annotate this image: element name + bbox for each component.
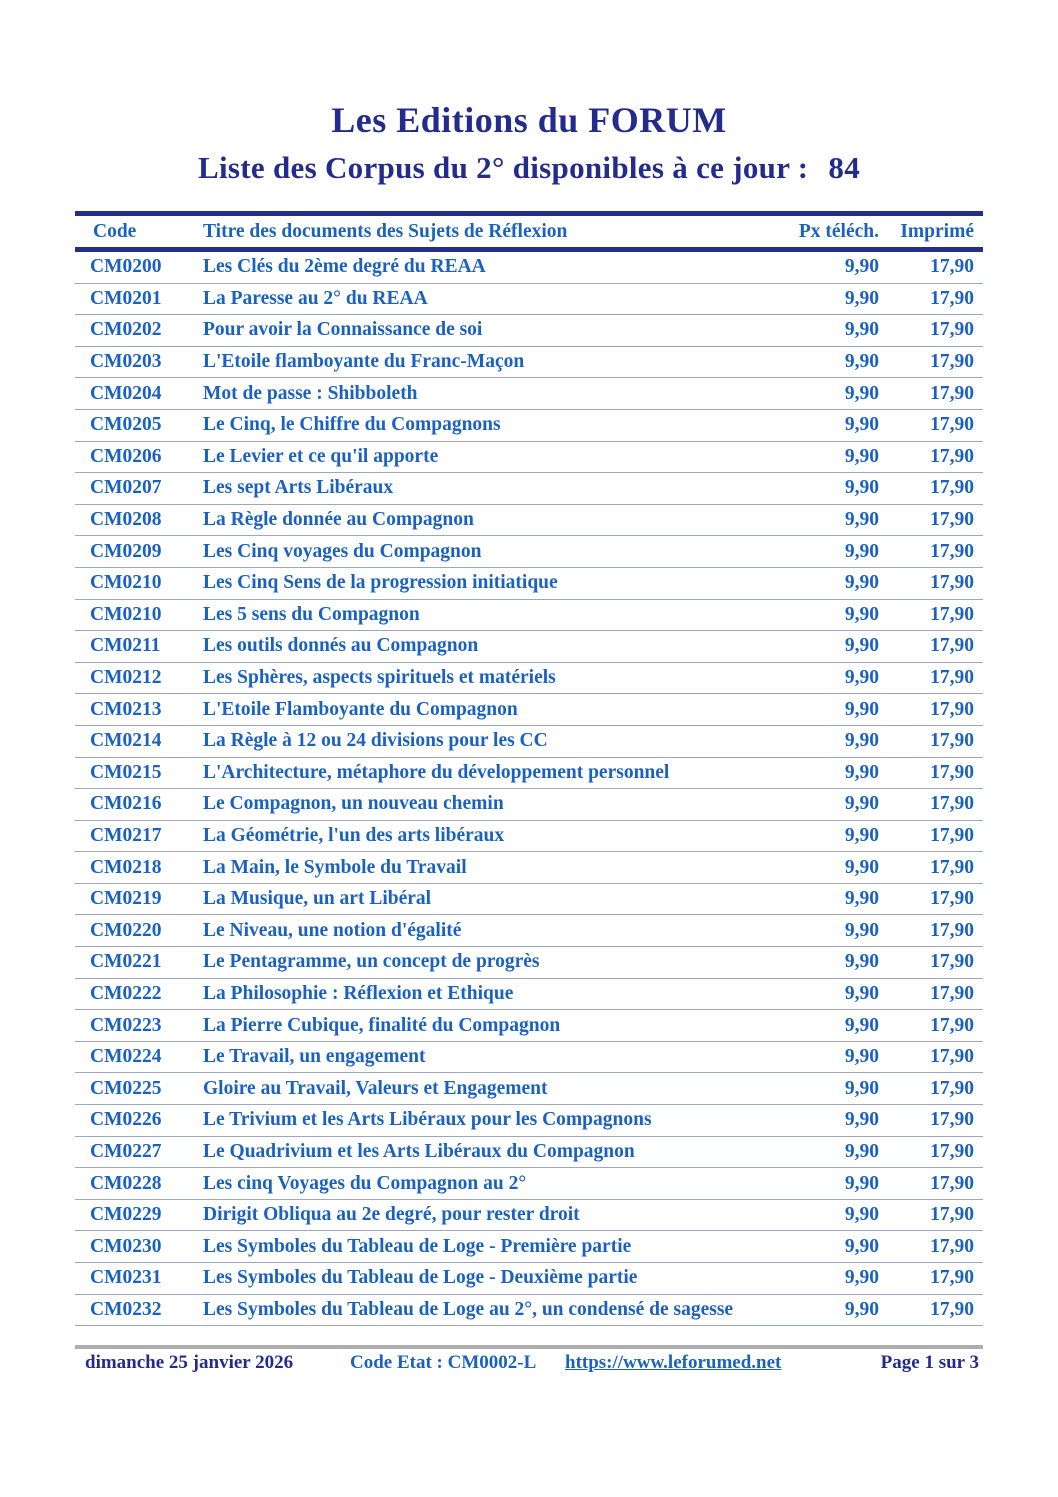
row-code: CM0216 xyxy=(90,793,162,815)
row-title: La Main, le Symbole du Travail xyxy=(203,856,467,878)
row-price-print: 17,90 xyxy=(930,761,974,783)
row-code: CM0210 xyxy=(90,603,162,625)
row-code: CM0218 xyxy=(90,856,162,878)
row-price-print: 17,90 xyxy=(930,919,974,941)
row-title: Pour avoir la Connaissance de soi xyxy=(203,319,483,341)
row-title: L'Architecture, métaphore du développement personnel xyxy=(203,761,670,783)
row-code: CM0205 xyxy=(90,414,162,436)
row-title: L'Etoile flamboyante du Franc-Maçon xyxy=(203,351,525,373)
table-row xyxy=(75,726,983,758)
row-code: CM0230 xyxy=(90,1235,162,1257)
row-price-download: 9,90 xyxy=(844,951,879,973)
row-code: CM0208 xyxy=(90,509,162,531)
row-title: Les sept Arts Libéraux xyxy=(203,477,394,499)
row-price-print: 17,90 xyxy=(930,1235,974,1257)
row-price-download: 9,90 xyxy=(844,635,879,657)
footer-date: dimanche 25 janvier 2026 xyxy=(85,1352,294,1373)
row-price-download: 9,90 xyxy=(844,698,879,720)
row-title: Gloire au Travail, Valeurs et Engagement xyxy=(203,1077,548,1099)
row-title: Le Trivium et les Arts Libéraux pour les Compagnons xyxy=(203,1109,652,1131)
row-price-print: 17,90 xyxy=(930,698,974,720)
table-row xyxy=(75,600,983,632)
table-header-row xyxy=(75,211,983,252)
table-row xyxy=(75,852,983,884)
row-title: Les outils donnés au Compagnon xyxy=(203,635,479,657)
table-row xyxy=(75,536,983,568)
footer-website-link[interactable]: https://www.leforumed.net xyxy=(565,1352,782,1373)
row-title: Les Cinq Sens de la progression initiatique xyxy=(203,572,558,594)
row-title: Les Symboles du Tableau de Loge - Deuxième partie xyxy=(203,1267,638,1289)
row-code: CM0206 xyxy=(90,445,162,467)
row-price-download: 9,90 xyxy=(844,382,879,404)
table-row xyxy=(75,505,983,537)
row-price-download: 9,90 xyxy=(844,509,879,531)
row-title: Le Niveau, une notion d'égalité xyxy=(203,919,462,941)
row-price-download: 9,90 xyxy=(844,730,879,752)
row-code: CM0215 xyxy=(90,761,162,783)
row-title: La Paresse au 2° du REAA xyxy=(203,287,428,309)
row-price-print: 17,90 xyxy=(930,824,974,846)
row-price-print: 17,90 xyxy=(930,1046,974,1068)
row-code: CM0204 xyxy=(90,382,162,404)
document-subtitle-text: Liste des Corpus du 2° disponibles à ce jour : xyxy=(197,150,809,185)
table-row xyxy=(75,568,983,600)
row-price-download: 9,90 xyxy=(844,414,879,436)
row-title: Le Quadrivium et les Arts Libéraux du Compagnon xyxy=(203,1140,635,1162)
row-title: Les Cinq voyages du Compagnon xyxy=(203,540,482,562)
row-price-download: 9,90 xyxy=(844,572,879,594)
table-row xyxy=(75,378,983,410)
row-code: CM0220 xyxy=(90,919,162,941)
row-code: CM0232 xyxy=(90,1298,162,1320)
row-price-download: 9,90 xyxy=(844,319,879,341)
row-price-print: 17,90 xyxy=(930,319,974,341)
row-price-print: 17,90 xyxy=(930,477,974,499)
table-row xyxy=(75,1231,983,1263)
row-price-download: 9,90 xyxy=(844,1204,879,1226)
row-price-print: 17,90 xyxy=(930,287,974,309)
row-price-print: 17,90 xyxy=(930,635,974,657)
row-price-download: 9,90 xyxy=(844,667,879,689)
row-code: CM0222 xyxy=(90,982,162,1004)
row-code: CM0210 xyxy=(90,572,162,594)
table-row xyxy=(75,1200,983,1232)
row-price-download: 9,90 xyxy=(844,287,879,309)
row-code: CM0213 xyxy=(90,698,162,720)
table-row xyxy=(75,1263,983,1295)
row-title: Mot de passe : Shibboleth xyxy=(203,382,418,404)
row-price-download: 9,90 xyxy=(844,256,879,278)
row-price-print: 17,90 xyxy=(930,951,974,973)
document-count: 84 xyxy=(828,150,861,185)
footer-divider xyxy=(75,1345,983,1349)
row-price-download: 9,90 xyxy=(844,1172,879,1194)
row-price-download: 9,90 xyxy=(844,888,879,910)
document-title: Les Editions du FORUM xyxy=(331,100,727,140)
row-title: Les 5 sens du Compagnon xyxy=(203,603,420,625)
row-code: CM0211 xyxy=(90,635,161,657)
row-code: CM0200 xyxy=(90,256,162,278)
row-price-print: 17,90 xyxy=(930,1140,974,1162)
row-title: Le Travail, un engagement xyxy=(203,1046,426,1068)
row-code: CM0221 xyxy=(90,951,162,973)
row-price-download: 9,90 xyxy=(844,1077,879,1099)
row-price-download: 9,90 xyxy=(844,351,879,373)
table-body xyxy=(75,252,983,1326)
row-price-print: 17,90 xyxy=(930,1014,974,1036)
document-subtitle xyxy=(0,150,1058,186)
table-row xyxy=(75,789,983,821)
row-price-download: 9,90 xyxy=(844,1298,879,1320)
row-price-print: 17,90 xyxy=(930,256,974,278)
row-price-print: 17,90 xyxy=(930,793,974,815)
row-price-download: 9,90 xyxy=(844,856,879,878)
row-price-print: 17,90 xyxy=(930,382,974,404)
row-code: CM0223 xyxy=(90,1014,162,1036)
row-price-print: 17,90 xyxy=(930,1172,974,1194)
row-code: CM0209 xyxy=(90,540,162,562)
row-title: La Règle donnée au Compagnon xyxy=(203,509,474,531)
row-title: La Philosophie : Réflexion et Ethique xyxy=(203,982,514,1004)
table-row xyxy=(75,1042,983,1074)
row-code: CM0214 xyxy=(90,730,162,752)
page-footer xyxy=(0,1352,1058,1382)
row-title: Le Pentagramme, un concept de progrès xyxy=(203,951,540,973)
row-price-download: 9,90 xyxy=(844,793,879,815)
row-price-download: 9,90 xyxy=(844,1014,879,1036)
row-price-print: 17,90 xyxy=(930,1109,974,1131)
column-header-code: Code xyxy=(93,220,137,242)
table-row xyxy=(75,1168,983,1200)
column-header-price-download: Px téléch. xyxy=(798,220,879,242)
row-code: CM0201 xyxy=(90,287,162,309)
row-code: CM0202 xyxy=(90,319,162,341)
table-row xyxy=(75,821,983,853)
row-price-print: 17,90 xyxy=(930,1267,974,1289)
row-price-print: 17,90 xyxy=(930,1204,974,1226)
row-price-print: 17,90 xyxy=(930,730,974,752)
table-row xyxy=(75,663,983,695)
row-price-download: 9,90 xyxy=(844,761,879,783)
footer-code-etat: Code Etat : CM0002-L xyxy=(350,1352,537,1373)
row-price-download: 9,90 xyxy=(844,982,879,1004)
row-title: La Musique, un art Libéral xyxy=(203,888,432,910)
row-price-print: 17,90 xyxy=(930,572,974,594)
row-price-print: 17,90 xyxy=(930,982,974,1004)
row-code: CM0203 xyxy=(90,351,162,373)
table-row xyxy=(75,1137,983,1169)
row-code: CM0207 xyxy=(90,477,162,499)
row-price-download: 9,90 xyxy=(844,1235,879,1257)
row-title: Les Symboles du Tableau de Loge - Première partie xyxy=(203,1235,632,1257)
row-price-download: 9,90 xyxy=(844,1046,879,1068)
table-row xyxy=(75,947,983,979)
row-code: CM0227 xyxy=(90,1140,162,1162)
row-title: Les Clés du 2ème degré du REAA xyxy=(203,256,486,278)
table-row xyxy=(75,1010,983,1042)
table-row xyxy=(75,410,983,442)
row-price-download: 9,90 xyxy=(844,445,879,467)
column-header-title: Titre des documents des Sujets de Réflexion xyxy=(203,220,568,242)
table-row xyxy=(75,915,983,947)
row-title: Le Compagnon, un nouveau chemin xyxy=(203,793,504,815)
row-price-download: 9,90 xyxy=(844,540,879,562)
row-price-print: 17,90 xyxy=(930,1298,974,1320)
row-price-download: 9,90 xyxy=(844,824,879,846)
table-row xyxy=(75,1295,983,1327)
row-price-download: 9,90 xyxy=(844,603,879,625)
row-price-download: 9,90 xyxy=(844,1267,879,1289)
row-code: CM0212 xyxy=(90,667,162,689)
table-row xyxy=(75,473,983,505)
table-row xyxy=(75,694,983,726)
table-row xyxy=(75,631,983,663)
corpus-table xyxy=(75,211,983,1326)
row-price-print: 17,90 xyxy=(930,540,974,562)
table-row xyxy=(75,315,983,347)
row-title: La Géométrie, l'un des arts libéraux xyxy=(203,824,505,846)
row-title: L'Etoile Flamboyante du Compagnon xyxy=(203,698,518,720)
row-title: Les cinq Voyages du Compagnon au 2° xyxy=(203,1172,527,1194)
row-title: Dirigit Obliqua au 2e degré, pour rester droit xyxy=(203,1204,580,1226)
row-code: CM0226 xyxy=(90,1109,162,1131)
row-title: La Pierre Cubique, finalité du Compagnon xyxy=(203,1014,561,1036)
table-row xyxy=(75,758,983,790)
column-header-price-print: Imprimé xyxy=(900,220,974,242)
row-title: La Règle à 12 ou 24 divisions pour les CC xyxy=(203,730,548,752)
row-price-print: 17,90 xyxy=(930,667,974,689)
table-row xyxy=(75,347,983,379)
row-code: CM0224 xyxy=(90,1046,162,1068)
row-price-download: 9,90 xyxy=(844,477,879,499)
table-row xyxy=(75,884,983,916)
row-price-print: 17,90 xyxy=(930,888,974,910)
row-price-print: 17,90 xyxy=(930,351,974,373)
row-code: CM0219 xyxy=(90,888,162,910)
table-row xyxy=(75,442,983,474)
table-row xyxy=(75,1105,983,1137)
row-price-print: 17,90 xyxy=(930,445,974,467)
row-title: Les Symboles du Tableau de Loge au 2°, un condensé de sagesse xyxy=(203,1298,734,1320)
row-price-print: 17,90 xyxy=(930,1077,974,1099)
table-row xyxy=(75,1073,983,1105)
row-price-download: 9,90 xyxy=(844,919,879,941)
table-row xyxy=(75,979,983,1011)
row-price-print: 17,90 xyxy=(930,414,974,436)
row-code: CM0225 xyxy=(90,1077,162,1099)
row-code: CM0228 xyxy=(90,1172,162,1194)
row-title: Les Sphères, aspects spirituels et matériels xyxy=(203,667,556,689)
row-code: CM0229 xyxy=(90,1204,162,1226)
row-title: Le Levier et ce qu'il apporte xyxy=(203,445,439,467)
row-price-download: 9,90 xyxy=(844,1109,879,1131)
footer-page-number: Page 1 sur 3 xyxy=(880,1352,979,1373)
row-price-print: 17,90 xyxy=(930,856,974,878)
row-price-download: 9,90 xyxy=(844,1140,879,1162)
table-row xyxy=(75,252,983,284)
row-code: CM0231 xyxy=(90,1267,162,1289)
row-code: CM0217 xyxy=(90,824,162,846)
row-title: Le Cinq, le Chiffre du Compagnons xyxy=(203,414,501,436)
table-row xyxy=(75,284,983,316)
row-price-print: 17,90 xyxy=(930,509,974,531)
row-price-print: 17,90 xyxy=(930,603,974,625)
